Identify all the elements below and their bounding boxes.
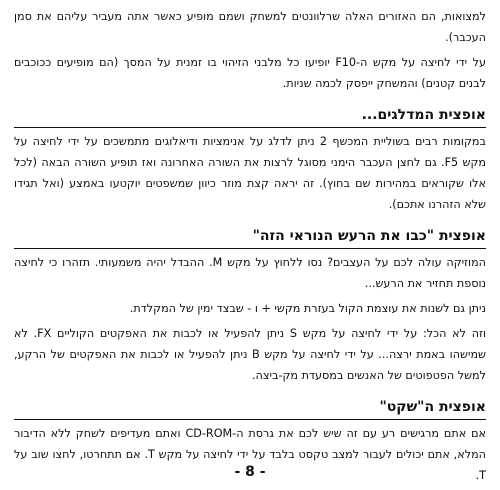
section-noise-paragraph-3: וזה לא הכל: על ידי לחיצה על מקש S ניתן להפעיל או לכבות את האפקטים הקוליים FX. לא שמישהו באמת ירצה... על ידי לחיצה על מקש B ניתן להפעיל או לכבות את האפקטים של הרקע, למשל הפטפוטים של האנשים במסעדת מק-ביצה. bbox=[14, 327, 486, 382]
spacer bbox=[14, 386, 486, 396]
section-noise-paragraph-2: ניתן גם לשנות את עוצמת הקול בעזרת מקשי + ו - שבצד ימין של המקלדת. bbox=[129, 302, 486, 315]
section-skip-paragraph: במקומות רבים בשוליית המכשף 2 ניתן לדלג על אנימציות ודיאלוגים מתמשכים על ידי לחיצה על מקש F5. גם לחצן העכבר הימני מסוגל לרצות את השורה האחרונה ואז תופיע השורה הבאה (לכל אלו שקוראים במהירות שם בחוץ). זה יראה קצת מוזר כיוון שמשפטים יוקטעו באמצע (ואל תגידו שלא הזהרנו אתכם). bbox=[14, 135, 486, 211]
spacer bbox=[14, 215, 486, 225]
spacer bbox=[14, 94, 486, 104]
section-heading-noise: אופצית "כבו את הרעש הנוראי הזה" bbox=[14, 225, 486, 249]
section-heading-skip: אופצית המדלגים... bbox=[14, 104, 486, 128]
intro-paragraph-2: על ידי לחיצה על מקש ה-F10 יופיעו כל מלבני הזיהוי בו זמנית על המסך (הם מופיעים ככוכבים לבנים קטנים) והמשחק ייפסק לכמה שניות. bbox=[14, 56, 486, 90]
section-quiet-paragraph: אם אתם מרגישים רע עם זה שיש לכם את גרסת ה-CD-ROM ואתם מעדיפים לשחק ללא הדיבור המלא, אתם יכולים לעבור למצב טקסט בלבד על ידי לחיצה על מקש T. אם תתחרטו, לחצו שוב על T. bbox=[14, 427, 487, 482]
intro-paragraph-1: למצואות, הם האזורים האלה שרלוונטים למשחק ושמם מופיע כאשר אתה מעביר עליהם את סמן העכבר). bbox=[14, 10, 486, 44]
manual-page bbox=[14, 6, 486, 484]
page-number: - 8 - bbox=[234, 464, 266, 480]
section-noise-paragraph-1: המוזיקה עולה לכם על העצבים? נסו ללחוץ על מקש M. ההבדל יהיה משמעותי. תזהרו כי לחיצה נוספת תחזיר את הרעש... bbox=[14, 256, 486, 290]
section-heading-quiet: אופצית ה"שקט" bbox=[14, 396, 486, 420]
